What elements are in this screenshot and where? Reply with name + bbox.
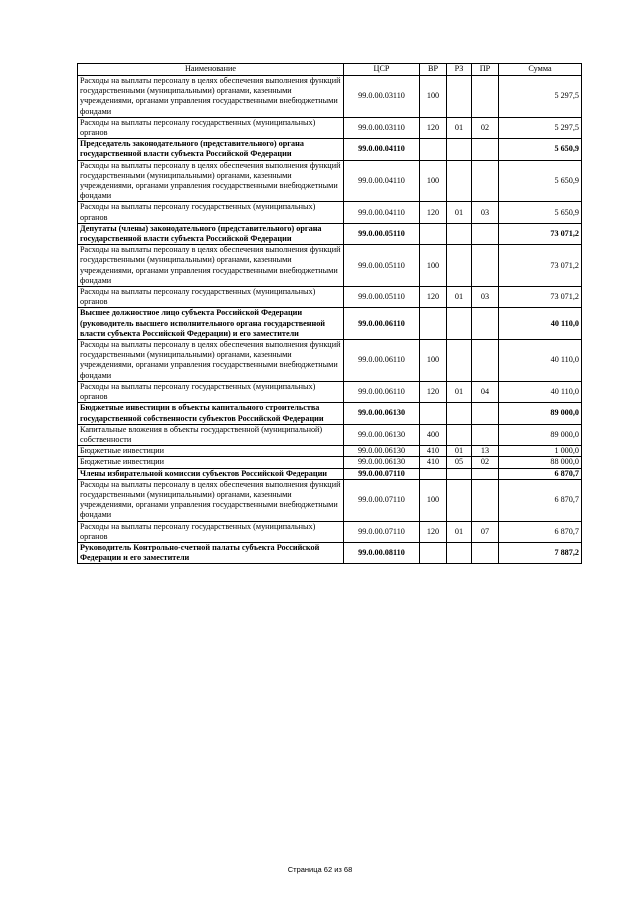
cell-name: Расходы на выплаты персоналу в целях обеспечения выполнения функций государственными (муниципальными) органами, казенными учреждениями, органами управления государственными внебюджетными фондами xyxy=(78,340,344,382)
cell-rz xyxy=(447,160,472,202)
cell-csr: 99.0.00.04110 xyxy=(344,202,420,223)
cell-pr: 02 xyxy=(472,457,499,468)
cell-vr: 410 xyxy=(420,457,447,468)
table-row xyxy=(78,76,582,118)
cell-sum: 5 650,9 xyxy=(499,202,582,223)
cell-pr xyxy=(472,424,499,445)
table-row xyxy=(78,223,582,244)
cell-rz: 01 xyxy=(447,202,472,223)
cell-pr: 13 xyxy=(472,446,499,457)
table-row xyxy=(78,446,582,457)
cell-sum: 40 110,0 xyxy=(499,340,582,382)
header-sum: Сумма xyxy=(499,64,582,76)
cell-sum: 6 870,7 xyxy=(499,468,582,479)
cell-pr xyxy=(472,468,499,479)
cell-vr xyxy=(420,542,447,563)
cell-sum: 40 110,0 xyxy=(499,381,582,402)
cell-sum: 73 071,2 xyxy=(499,245,582,287)
cell-name: Высшее должностное лицо субъекта Российской Федерации (руководитель высшего исполнительного органа государственной власти субъекта Российской Федерации) и его заместители xyxy=(78,308,344,340)
cell-name: Руководитель Контрольно-счетной палаты субъекта Российской Федерации и его заместители xyxy=(78,542,344,563)
cell-name: Расходы на выплаты персоналу государственных (муниципальных) органов xyxy=(78,381,344,402)
cell-csr: 99.0.00.08110 xyxy=(344,542,420,563)
cell-rz xyxy=(447,468,472,479)
cell-sum: 89 000,0 xyxy=(499,424,582,445)
cell-csr: 99.0.00.07110 xyxy=(344,468,420,479)
cell-vr: 400 xyxy=(420,424,447,445)
cell-pr xyxy=(472,308,499,340)
cell-pr: 07 xyxy=(472,521,499,542)
table-row xyxy=(78,468,582,479)
cell-vr xyxy=(420,468,447,479)
table-body xyxy=(78,76,582,564)
header-name: Наименование xyxy=(78,64,344,76)
cell-csr: 99.0.00.05110 xyxy=(344,223,420,244)
header-csr: ЦСР xyxy=(344,64,420,76)
cell-rz xyxy=(447,424,472,445)
cell-pr xyxy=(472,340,499,382)
cell-vr: 100 xyxy=(420,479,447,521)
cell-vr: 100 xyxy=(420,76,447,118)
table-row xyxy=(78,160,582,202)
cell-rz xyxy=(447,245,472,287)
cell-vr: 100 xyxy=(420,340,447,382)
cell-pr: 04 xyxy=(472,381,499,402)
cell-rz: 01 xyxy=(447,117,472,138)
cell-name: Члены избирательной комиссии субъектов Российской Федерации xyxy=(78,468,344,479)
cell-csr: 99.0.00.03110 xyxy=(344,76,420,118)
cell-csr: 99.0.00.04110 xyxy=(344,139,420,160)
cell-pr xyxy=(472,542,499,563)
cell-sum: 40 110,0 xyxy=(499,308,582,340)
cell-csr: 99.0.00.06110 xyxy=(344,308,420,340)
cell-vr: 100 xyxy=(420,245,447,287)
cell-csr: 99.0.00.07110 xyxy=(344,479,420,521)
cell-pr xyxy=(472,403,499,424)
cell-vr: 120 xyxy=(420,381,447,402)
cell-rz: 05 xyxy=(447,457,472,468)
cell-name: Депутаты (члены) законодательного (представительного) органа государственной власти субъекта Российской Федерации xyxy=(78,223,344,244)
table-row xyxy=(78,139,582,160)
cell-pr xyxy=(472,76,499,118)
cell-pr xyxy=(472,479,499,521)
cell-name: Расходы на выплаты персоналу государственных (муниципальных) органов xyxy=(78,202,344,223)
cell-csr: 99.0.00.06110 xyxy=(344,340,420,382)
cell-sum: 6 870,7 xyxy=(499,521,582,542)
cell-csr: 99.0.00.07110 xyxy=(344,521,420,542)
cell-name: Расходы на выплаты персоналу в целях обеспечения выполнения функций государственными (муниципальными) органами, казенными учреждениями, органами управления государственными внебюджетными фондами xyxy=(78,245,344,287)
cell-rz xyxy=(447,403,472,424)
cell-rz: 01 xyxy=(447,287,472,308)
table-row xyxy=(78,403,582,424)
cell-vr: 120 xyxy=(420,521,447,542)
cell-vr xyxy=(420,139,447,160)
cell-pr xyxy=(472,245,499,287)
table-row xyxy=(78,245,582,287)
cell-name: Расходы на выплаты персоналу государственных (муниципальных) органов xyxy=(78,287,344,308)
cell-name: Расходы на выплаты персоналу в целях обеспечения выполнения функций государственными (муниципальными) органами, казенными учреждениями, органами управления государственными внебюджетными фондами xyxy=(78,76,344,118)
cell-name: Расходы на выплаты персоналу государственных (муниципальных) органов xyxy=(78,521,344,542)
table-row xyxy=(78,340,582,382)
cell-name: Расходы на выплаты персоналу государственных (муниципальных) органов xyxy=(78,117,344,138)
cell-rz xyxy=(447,139,472,160)
budget-table xyxy=(77,63,582,564)
cell-rz xyxy=(447,542,472,563)
table-row xyxy=(78,479,582,521)
cell-pr: 03 xyxy=(472,287,499,308)
cell-csr: 99.0.00.05110 xyxy=(344,287,420,308)
cell-rz: 01 xyxy=(447,381,472,402)
cell-rz xyxy=(447,479,472,521)
cell-pr xyxy=(472,223,499,244)
cell-vr: 120 xyxy=(420,202,447,223)
header-vr: ВР xyxy=(420,64,447,76)
cell-name: Бюджетные инвестиции xyxy=(78,446,344,457)
cell-vr xyxy=(420,308,447,340)
cell-rz xyxy=(447,308,472,340)
cell-csr: 99.0.00.06130 xyxy=(344,457,420,468)
table-row xyxy=(78,457,582,468)
cell-vr: 100 xyxy=(420,160,447,202)
cell-csr: 99.0.00.04110 xyxy=(344,160,420,202)
cell-sum: 89 000,0 xyxy=(499,403,582,424)
cell-rz xyxy=(447,223,472,244)
table-row xyxy=(78,202,582,223)
cell-sum: 5 297,5 xyxy=(499,76,582,118)
table-row xyxy=(78,287,582,308)
cell-name: Капитальные вложения в объекты государственной (муниципальной) собственности xyxy=(78,424,344,445)
cell-sum: 5 650,9 xyxy=(499,160,582,202)
cell-vr: 120 xyxy=(420,117,447,138)
cell-vr: 120 xyxy=(420,287,447,308)
cell-rz: 01 xyxy=(447,521,472,542)
table-row xyxy=(78,381,582,402)
cell-sum: 6 870,7 xyxy=(499,479,582,521)
cell-sum: 7 887,2 xyxy=(499,542,582,563)
cell-pr: 03 xyxy=(472,202,499,223)
cell-sum: 73 071,2 xyxy=(499,223,582,244)
cell-sum: 5 650,9 xyxy=(499,139,582,160)
cell-pr: 02 xyxy=(472,117,499,138)
table-header-row xyxy=(78,64,582,76)
cell-name: Председатель законодательного (представительного) органа государственной власти субъекта Российской Федерации xyxy=(78,139,344,160)
cell-sum: 1 000,0 xyxy=(499,446,582,457)
cell-csr: 99.0.00.05110 xyxy=(344,245,420,287)
cell-vr xyxy=(420,223,447,244)
page-number: Страница 62 из 68 xyxy=(287,865,353,874)
cell-sum: 5 297,5 xyxy=(499,117,582,138)
cell-csr: 99.0.00.06130 xyxy=(344,424,420,445)
cell-csr: 99.0.00.06130 xyxy=(344,403,420,424)
table-row xyxy=(78,424,582,445)
table-row xyxy=(78,117,582,138)
cell-sum: 88 000,0 xyxy=(499,457,582,468)
table-row xyxy=(78,542,582,563)
cell-pr xyxy=(472,160,499,202)
header-pr: ПР xyxy=(472,64,499,76)
header-rz: РЗ xyxy=(447,64,472,76)
cell-csr: 99.0.00.06110 xyxy=(344,381,420,402)
table-row xyxy=(78,308,582,340)
cell-pr xyxy=(472,139,499,160)
cell-name: Бюджетные инвестиции в объекты капитального строительства государственной собственности субъектов Российской Федерации xyxy=(78,403,344,424)
cell-rz xyxy=(447,76,472,118)
cell-csr: 99.0.00.06130 xyxy=(344,446,420,457)
cell-name: Расходы на выплаты персоналу в целях обеспечения выполнения функций государственными (муниципальными) органами, казенными учреждениями, органами управления государственными внебюджетными фондами xyxy=(78,479,344,521)
cell-vr: 410 xyxy=(420,446,447,457)
cell-name: Бюджетные инвестиции xyxy=(78,457,344,468)
cell-rz: 01 xyxy=(447,446,472,457)
table-row xyxy=(78,521,582,542)
cell-name: Расходы на выплаты персоналу в целях обеспечения выполнения функций государственными (муниципальными) органами, казенными учреждениями, органами управления государственными внебюджетными фондами xyxy=(78,160,344,202)
cell-rz xyxy=(447,340,472,382)
cell-csr: 99.0.00.03110 xyxy=(344,117,420,138)
cell-sum: 73 071,2 xyxy=(499,287,582,308)
cell-vr xyxy=(420,403,447,424)
